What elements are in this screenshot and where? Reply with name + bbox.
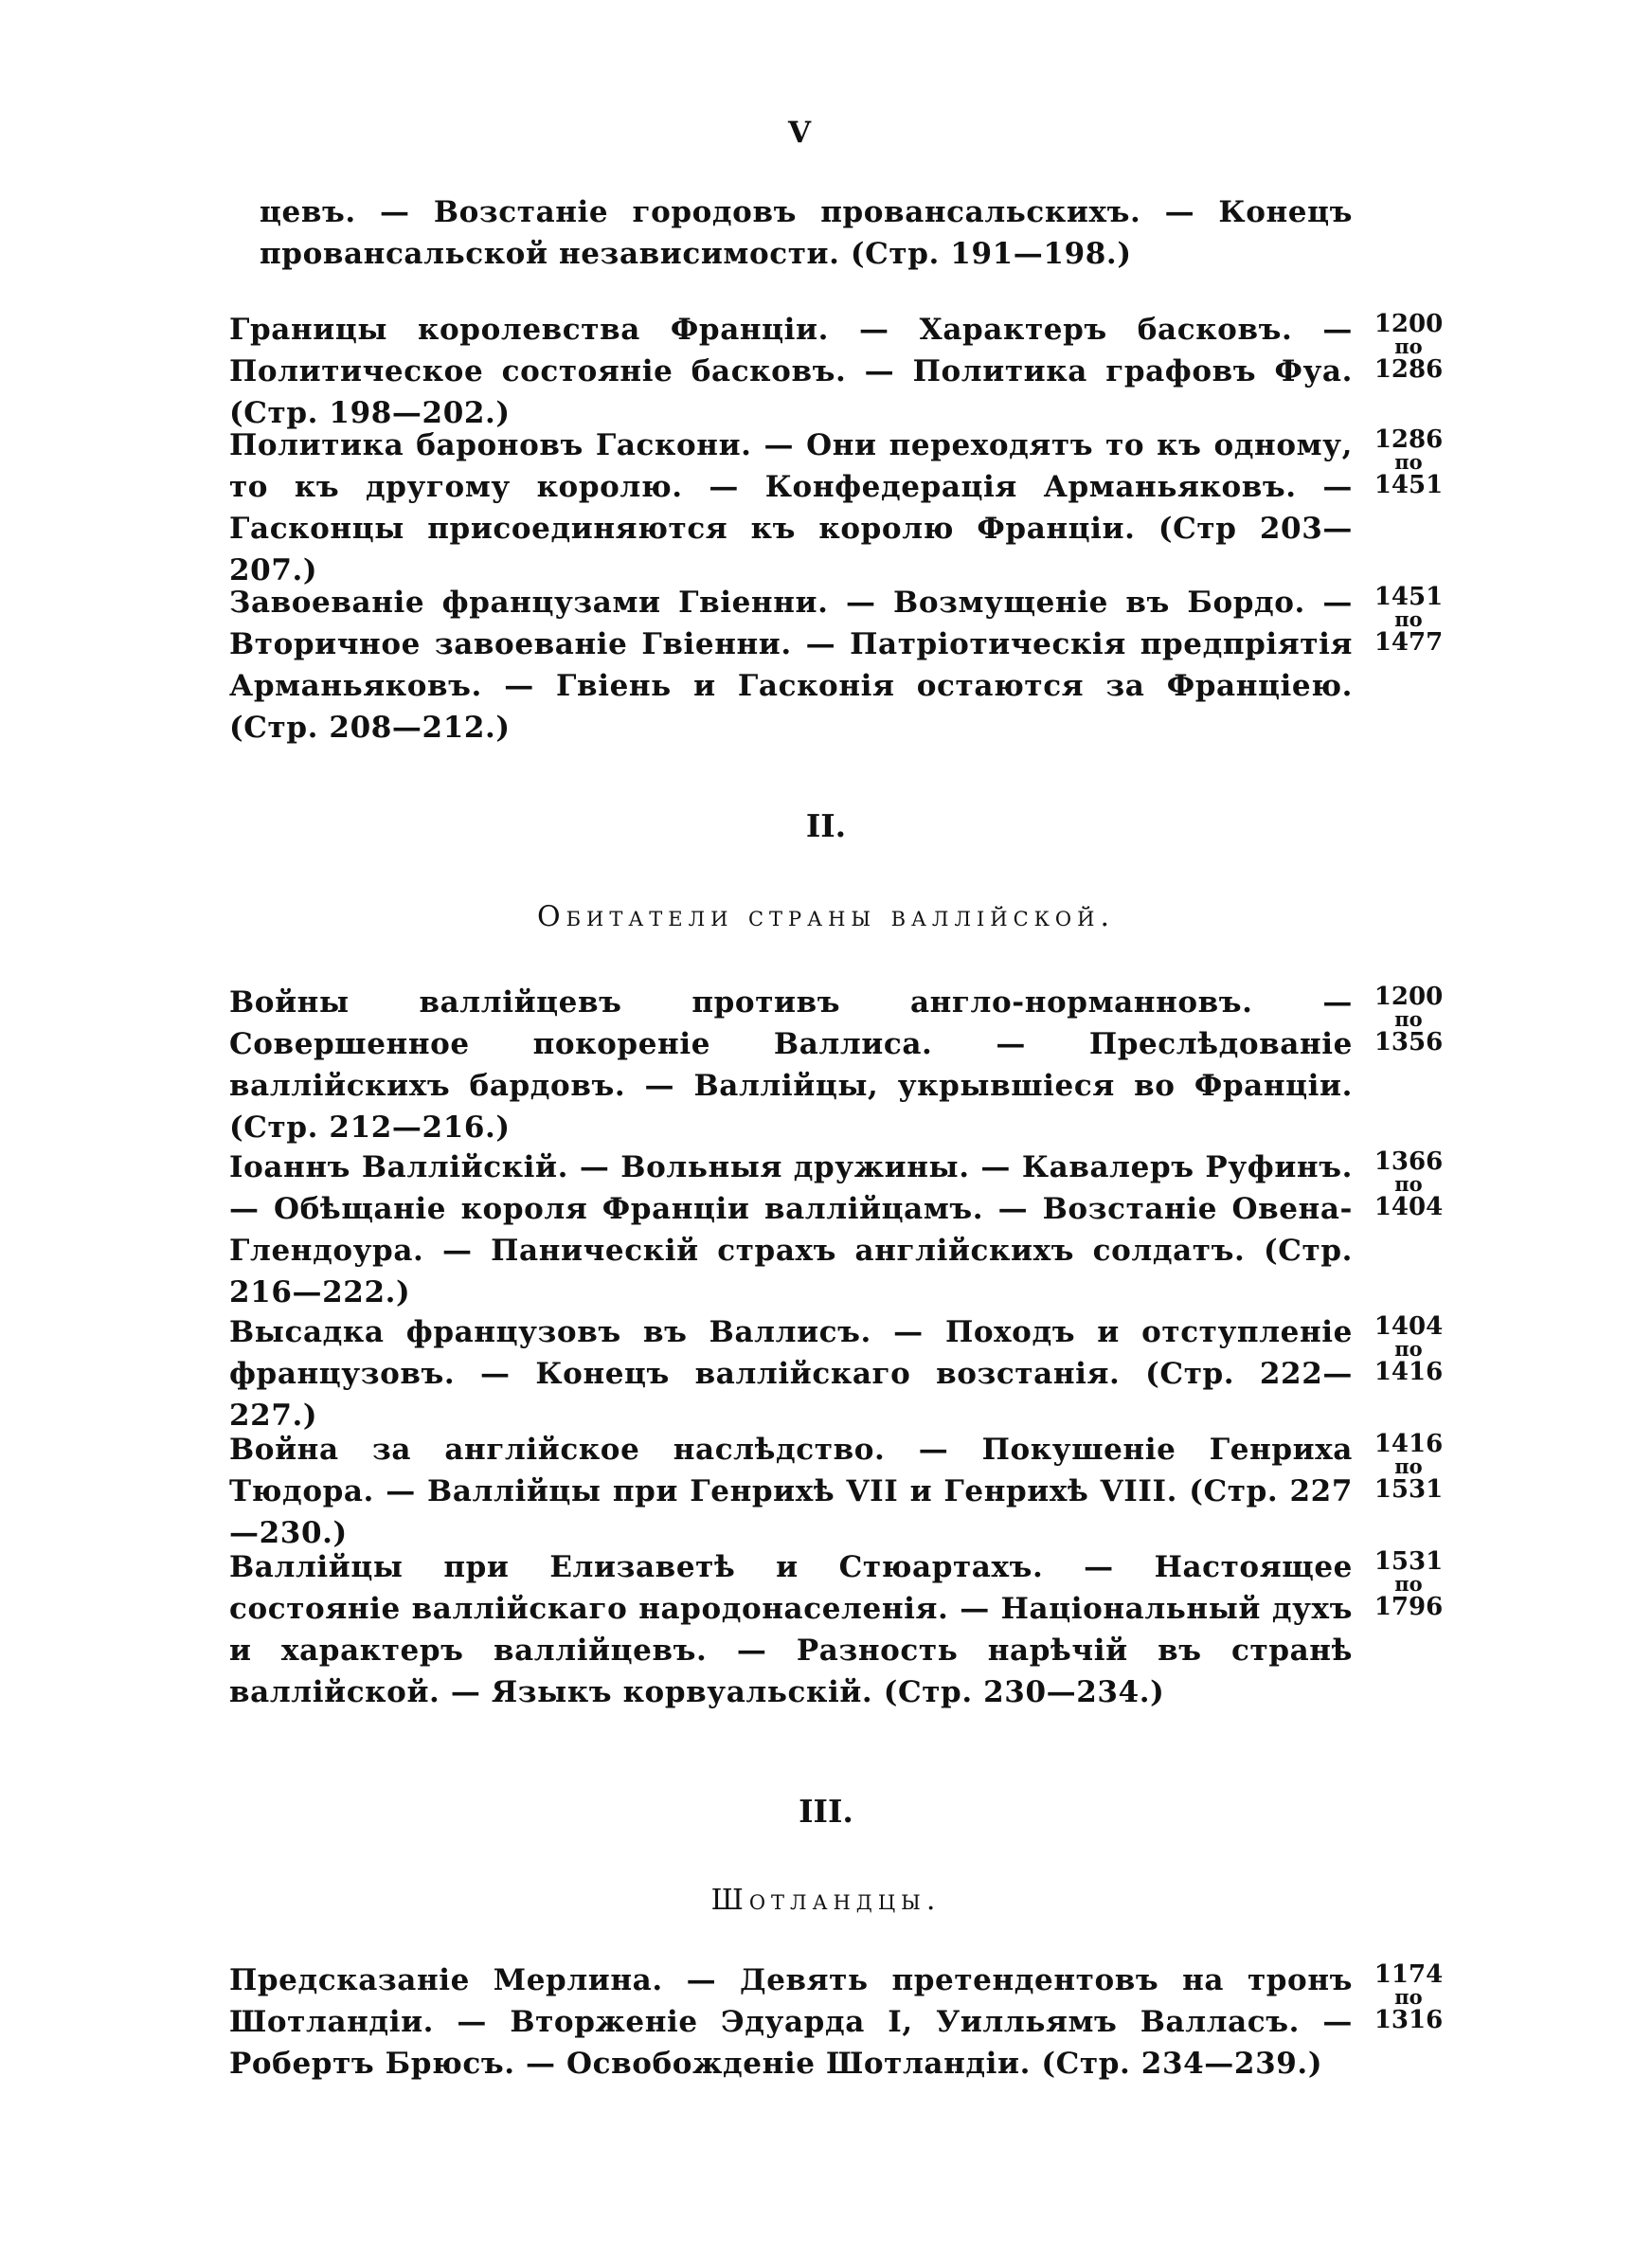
section-3-heading: Шотландцы. xyxy=(710,1884,942,1917)
date-to: 1404 xyxy=(1374,1193,1444,1221)
section-2-numeral: II. xyxy=(805,807,847,844)
date-to: 1451 xyxy=(1374,471,1444,499)
section-3-numeral: III. xyxy=(799,1793,853,1830)
date-to: 1356 xyxy=(1374,1028,1444,1056)
date-to: 1286 xyxy=(1374,355,1444,384)
entry-dates xyxy=(1366,311,1451,383)
date-separator: по xyxy=(1394,1572,1423,1596)
entry-text xyxy=(229,191,1353,275)
date-to: 1477 xyxy=(1374,628,1444,657)
entry-text: Войны валлійцевъ противъ англо-норманновъ. — Совершенное покореніе Валлиса. — Преслѣдованіе валлійскихъ бардовъ. — Валлійцы, укрывшіеся во Франціи. (Стр. 212—216.) xyxy=(229,985,1353,1145)
date-from: 1200 xyxy=(1374,310,1444,338)
date-to: 1316 xyxy=(1374,2006,1444,2034)
date-from: 1416 xyxy=(1374,1430,1444,1458)
date-to: 1416 xyxy=(1374,1358,1444,1386)
entry-text: Завоеваніе французами Гвіенни. — Возмущеніе въ Бордо. — Вторичное завоеваніе Гвіенни. — Патріотическія предпріятія Арманьяковъ. — Гвіень и Гасконія остаются за Франціею. (Стр. 208—212.) xyxy=(229,586,1353,745)
date-separator: по xyxy=(1394,1007,1423,1031)
page-number: V xyxy=(788,116,812,150)
date-from: 1366 xyxy=(1374,1147,1444,1176)
date-from: 1200 xyxy=(1374,983,1444,1011)
date-separator: по xyxy=(1394,1985,1423,2009)
entry-text: Границы королевства Франціи. — Характеръ басковъ. — Политическое состояніе басковъ. — Политика графовъ Фуа. (Стр. 198—202.) xyxy=(229,313,1353,430)
date-separator: по xyxy=(1394,607,1423,631)
date-separator: по xyxy=(1394,1454,1423,1478)
date-separator: по xyxy=(1394,450,1423,474)
entry-dates xyxy=(1366,1548,1451,1620)
date-to: 1796 xyxy=(1374,1593,1444,1621)
entry-dates xyxy=(1366,1431,1451,1503)
entry-dates xyxy=(1366,584,1451,656)
entry-dates xyxy=(1366,1961,1451,2033)
date-from: 1174 xyxy=(1374,1960,1444,1989)
entry-dates xyxy=(1366,1313,1451,1385)
section-2-heading: Обитатели страны валлійской. xyxy=(537,900,1115,933)
date-separator: по xyxy=(1394,334,1423,358)
entry-text: Высадка французовъ въ Валлисъ. — Походъ и отступленіе французовъ. — Конецъ валлійскаго возстанія. (Стр. 222—227.) xyxy=(229,1315,1353,1433)
entry-text: Предсказаніе Мерлина. — Девять претендентовъ на тронъ Шотландіи. — Вторженіе Эдуарда I, Уилльямъ Валласъ. — Робертъ Брюсъ. — Освобожденіе Шотландіи. (Стр. 234—239.) xyxy=(229,1963,1353,2081)
entry-dates xyxy=(1366,1148,1451,1220)
entry-text: Война за англійское наслѣдство. — Покушеніе Генриха Тюдора. — Валлійцы при Генрихѣ VII и Генрихѣ VIII. (Стр. 227—230.) xyxy=(229,1433,1353,1550)
date-to: 1531 xyxy=(1374,1475,1444,1504)
date-from: 1531 xyxy=(1374,1547,1444,1576)
date-from: 1286 xyxy=(1374,425,1444,454)
entry-text-content: цевъ. — Возстаніе городовъ провансальскихъ. — Конецъ провансальской независимости. (Стр. 191—198.) xyxy=(260,195,1353,271)
entry-text: Политика бароновъ Гаскони. — Они переходятъ то къ одному, то къ другому королю. — Конфедерація Арманьяковъ. — Гасконцы присоединяются къ королю Франціи. (Стр 203—207.) xyxy=(229,428,1353,587)
entry-text: Іоаннъ Валлійскій. — Вольныя дружины. — Кавалеръ Руфинъ. — Обѣщаніе короля Франціи валлійцамъ. — Возстаніе Овена-Глендоура. — Паническій страхъ англійскихъ солдатъ. (Стр. 216—222.) xyxy=(229,1150,1353,1309)
date-separator: по xyxy=(1394,1337,1423,1361)
date-separator: по xyxy=(1394,1172,1423,1196)
entry-dates xyxy=(1366,984,1451,1056)
date-from: 1404 xyxy=(1374,1312,1444,1341)
entry-dates xyxy=(1366,426,1451,498)
entry-text: Валлійцы при Елизаветѣ и Стюартахъ. — Настоящее состояніе валлійскаго народонаселенія. — Національный духъ и характеръ валлійцевъ. — Разность нарѣчій въ странѣ валлійской. — Языкъ корвуальскій. (Стр. 230—234.) xyxy=(229,1550,1353,1709)
date-from: 1451 xyxy=(1374,583,1444,611)
